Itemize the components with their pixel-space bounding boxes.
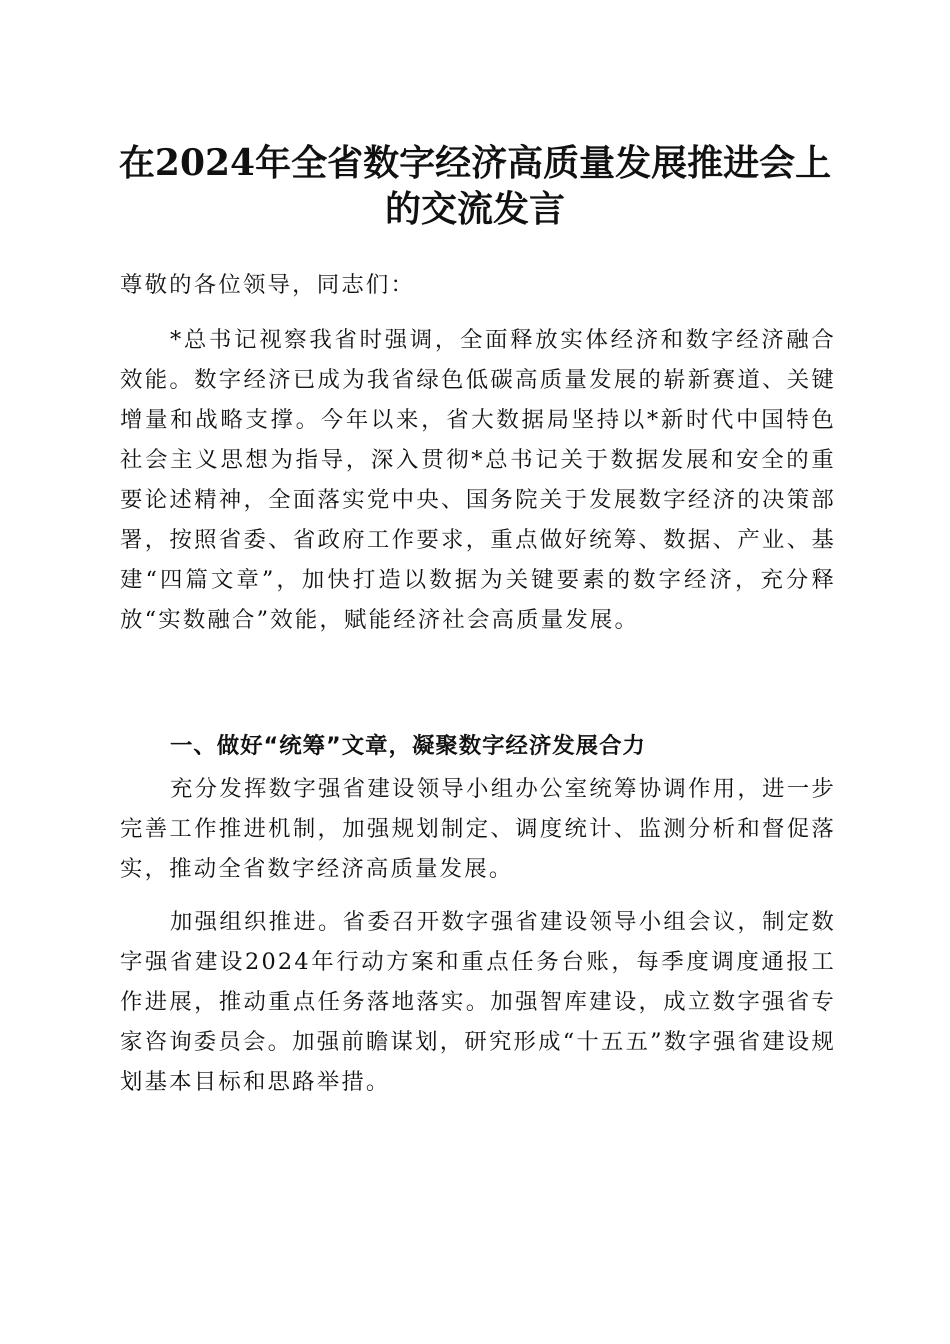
document-title-line-1: 在2024年全省数字经济高质量发展推进会上: [118, 142, 832, 184]
paragraph-organization: 加强组织推进。省委召开数字强省建设领导小组会议，制定数字强省建设2024年行动方案和重点任务台账，每季度调度通报工作进展，推动重点任务落地落实。加强智库建设，成立数字强省专家咨询委员会。加强前瞻谋划，研究形成“十五五”数字强省建设规划基本目标和思路举措。: [120, 909, 836, 1095]
paragraph-intro: *总书记视察我省时强调，全面释放实体经济和数字经济融合效能。数字经济已成为我省绿色低碳高质量发展的崭新赛道、关键增量和战略支撑。今年以来，省大数据局坚持以*新时代中国特色社会主义思想为指导，深入贯彻*总书记关于数据发展和安全的重要论述精神，全面落实党中央、国务院关于发展数字经济的决策部署，按照省委、省政府工作要求，重点做好统筹、数据、产业、基建“四篇文章”，加快打造以数据为关键要素的数字经济，充分释放“实数融合”效能，赋能经济社会高质量发展。: [120, 327, 836, 633]
document-title-line-2: 的交流发言: [384, 188, 565, 230]
paragraph-overall-coordination: 充分发挥数字强省建设领导小组办公室统筹协调作用，进一步完善工作推进机制，加强规划制定、调度统计、监测分析和督促落实，推动全省数字经济高质量发展。: [120, 776, 836, 882]
section-heading-1: 一、做好“统筹”文章，凝聚数字经济发展合力: [170, 733, 646, 759]
salutation: 尊敬的各位领导，同志们：: [120, 272, 416, 298]
